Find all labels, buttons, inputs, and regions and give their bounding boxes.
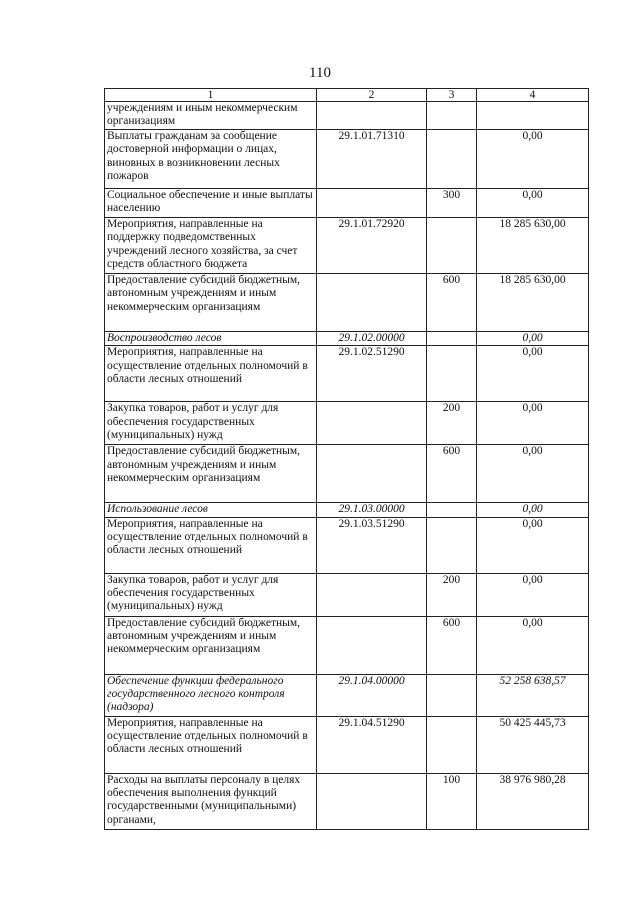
table-row xyxy=(105,102,589,130)
row-sum-cell: 50 425 445,73 xyxy=(477,716,589,773)
row-code-cell: 29.1.01.71310 xyxy=(317,129,427,188)
row-code-cell: 29.1.02.00000 xyxy=(317,331,427,345)
row-category-cell xyxy=(427,716,477,773)
row-category-cell: 300 xyxy=(427,188,477,217)
row-category-cell: 100 xyxy=(427,773,477,829)
page-number: 110 xyxy=(309,65,331,81)
row-name-cell: Мероприятия, направленные на осуществление отдельных полномочий в области лесных отношений xyxy=(105,517,317,573)
row-sum-cell: 0,00 xyxy=(477,402,589,445)
row-code-cell xyxy=(317,402,427,445)
row-code-cell xyxy=(317,773,427,829)
row-category-cell xyxy=(427,346,477,402)
row-code-cell: 29.1.01.72920 xyxy=(317,217,427,273)
row-code-cell: 29.1.02.51290 xyxy=(317,346,427,402)
row-code-cell xyxy=(317,273,427,331)
row-name-cell: Обеспечение функции федерального государственного лесного контроля (надзора) xyxy=(105,674,317,716)
row-sum-cell: 0,00 xyxy=(477,517,589,573)
row-code-cell xyxy=(317,102,427,130)
row-code-cell: 29.1.03.51290 xyxy=(317,517,427,573)
row-name-cell: Воспроизводство лесов xyxy=(105,331,317,345)
table-row xyxy=(105,346,589,402)
row-code-cell xyxy=(317,445,427,503)
row-name-cell: Предоставление субсидий бюджетным, автономным учреждениям и иным некоммерческим организациям xyxy=(105,273,317,331)
row-name-cell: Расходы на выплаты персоналу в целях обеспечения выполнения функций государственными (муниципальными) органами, xyxy=(105,773,317,829)
row-name-cell: Мероприятия, направленные на поддержку подведомственных учреждений лесного хозяйства, за счет средств областного бюджета xyxy=(105,217,317,273)
row-sum-cell: 0,00 xyxy=(477,129,589,188)
table-row xyxy=(105,129,589,188)
row-category-cell xyxy=(427,217,477,273)
row-category-cell: 200 xyxy=(427,402,477,445)
table-row xyxy=(105,616,589,674)
row-name-cell: Использование лесов xyxy=(105,503,317,517)
row-sum-cell: 0,00 xyxy=(477,503,589,517)
row-category-cell: 200 xyxy=(427,573,477,616)
table-row xyxy=(105,573,589,616)
column-header-code: 2 xyxy=(317,89,427,102)
table-row xyxy=(105,331,589,345)
row-sum-cell: 0,00 xyxy=(477,188,589,217)
row-sum-cell: 52 258 638,57 xyxy=(477,674,589,716)
row-name-cell: Предоставление субсидий бюджетным, автономным учреждениям и иным некоммерческим организациям xyxy=(105,445,317,503)
row-name-cell: Закупка товаров, работ и услуг для обеспечения государственных (муниципальных) нужд xyxy=(105,402,317,445)
table-header-row xyxy=(105,89,589,102)
table-row xyxy=(105,517,589,573)
row-sum-cell: 38 976 980,28 xyxy=(477,773,589,829)
row-category-cell xyxy=(427,129,477,188)
row-sum-cell: 18 285 630,00 xyxy=(477,273,589,331)
column-header-category: 3 xyxy=(427,89,477,102)
row-name-cell: Мероприятия, направленные на осуществление отдельных полномочий в области лесных отношений xyxy=(105,346,317,402)
table-row xyxy=(105,716,589,773)
row-code-cell xyxy=(317,573,427,616)
table-row xyxy=(105,503,589,517)
row-sum-cell: 0,00 xyxy=(477,346,589,402)
row-name-cell: Закупка товаров, работ и услуг для обеспечения государственных (муниципальных) нужд xyxy=(105,573,317,616)
row-category-cell xyxy=(427,517,477,573)
column-header-name: 1 xyxy=(105,89,317,102)
row-name-cell: Мероприятия, направленные на осуществление отдельных полномочий в области лесных отношений xyxy=(105,716,317,773)
row-sum-cell: 0,00 xyxy=(477,445,589,503)
row-name-cell: Социальное обеспечение и иные выплаты населению xyxy=(105,188,317,217)
table-row xyxy=(105,773,589,829)
row-name-cell: Выплаты гражданам за сообщение достоверной информации о лицах, виновных в возникновении лесных пожаров xyxy=(105,129,317,188)
table-row xyxy=(105,674,589,716)
budget-table xyxy=(104,88,589,830)
row-code-cell: 29.1.04.00000 xyxy=(317,674,427,716)
row-category-cell xyxy=(427,674,477,716)
table-row xyxy=(105,402,589,445)
row-category-cell: 600 xyxy=(427,616,477,674)
column-header-sum: 4 xyxy=(477,89,589,102)
table-row xyxy=(105,273,589,331)
table-row xyxy=(105,445,589,503)
row-code-cell: 29.1.04.51290 xyxy=(317,716,427,773)
row-code-cell: 29.1.03.00000 xyxy=(317,503,427,517)
row-sum-cell: 18 285 630,00 xyxy=(477,217,589,273)
row-sum-cell: 0,00 xyxy=(477,616,589,674)
table-row xyxy=(105,188,589,217)
row-category-cell: 600 xyxy=(427,445,477,503)
row-name-cell: Предоставление субсидий бюджетным, автономным учреждениям и иным некоммерческим организациям xyxy=(105,616,317,674)
table-row xyxy=(105,217,589,273)
row-sum-cell xyxy=(477,102,589,130)
row-name-cell: учреждениям и иным некоммерческим организациям xyxy=(105,102,317,130)
row-category-cell xyxy=(427,503,477,517)
row-sum-cell: 0,00 xyxy=(477,573,589,616)
row-code-cell xyxy=(317,616,427,674)
row-category-cell: 600 xyxy=(427,273,477,331)
row-code-cell xyxy=(317,188,427,217)
row-category-cell xyxy=(427,102,477,130)
row-category-cell xyxy=(427,331,477,345)
row-sum-cell: 0,00 xyxy=(477,331,589,345)
